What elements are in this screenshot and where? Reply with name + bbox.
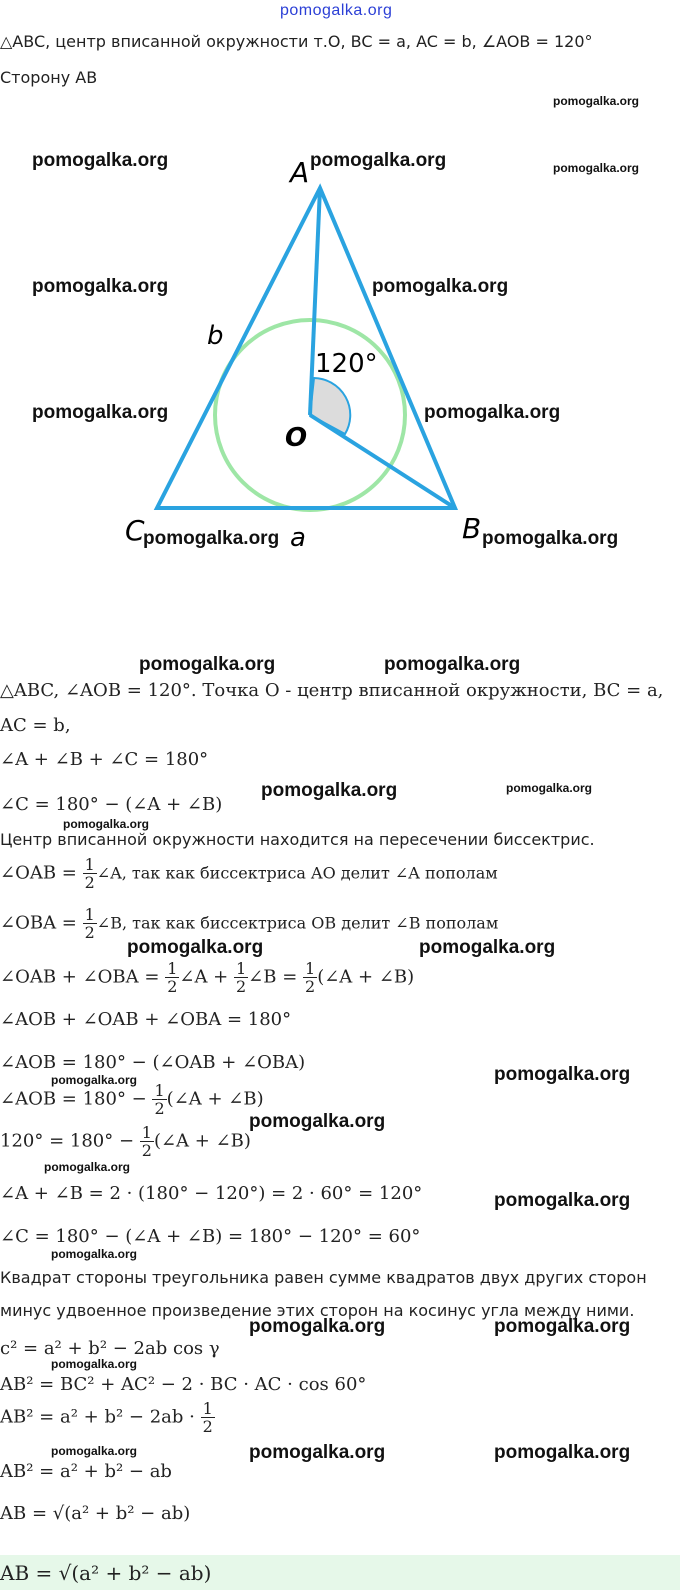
watermark: pomogalka.org: [32, 402, 169, 423]
side-label-b: b: [207, 321, 224, 351]
watermark-small: pomogalka.org: [44, 1160, 131, 1174]
watermark: pomogalka.org: [127, 937, 264, 958]
watermark: pomogalka.org: [32, 150, 169, 171]
solution-line-19: AB² = a² + b² − 2ab · $\frac{1}{2}$: [0, 1399, 213, 1436]
solution-line-7: ∠OBA = $\frac{1}{2}$ ∠B, так как биссектриса OB делит ∠B пополам: [0, 905, 499, 942]
solution-line-16: минус удвоенное произведение этих сторон на косинус угла между ними.: [0, 1301, 635, 1320]
triangle-abc: [157, 188, 455, 508]
watermark: pomogalka.org: [384, 654, 521, 675]
watermark-small: pomogalka.org: [506, 781, 593, 795]
solution-line-3: ∠A + ∠B + ∠C = 180°: [0, 749, 209, 770]
watermark: pomogalka.org: [419, 937, 556, 958]
watermark: pomogalka.org: [249, 1111, 386, 1132]
solution-line-18: AB² = BC² + AC² − 2 · BC · AC · cos 60°: [0, 1374, 367, 1395]
side-label-a: a: [290, 523, 306, 553]
watermark: pomogalka.org: [310, 150, 447, 171]
solution-line-5: Центр вписанной окружности находится на пересечении биссектрис.: [0, 830, 595, 849]
watermark: pomogalka.org: [139, 654, 276, 675]
solution-line-10: ∠AOB = 180° − (∠OAB + ∠OBA): [0, 1052, 306, 1073]
watermark: pomogalka.org: [424, 402, 561, 423]
watermark: pomogalka.org: [494, 1316, 631, 1337]
triangle-figure: [0, 0, 680, 600]
center-label-o: O: [285, 423, 308, 453]
watermark-small: pomogalka.org: [51, 1357, 138, 1371]
solution-line-4: ∠C = 180° − (∠A + ∠B): [0, 794, 223, 815]
problem-given: △ABC, центр вписанной окружности т.O, BC = a, AC = b, ∠AOB = 120°: [0, 32, 593, 51]
solution-line-1: △ABC, ∠AOB = 120°. Точка O - центр вписанной окружности, BC = a,: [0, 680, 664, 701]
watermark: pomogalka.org: [494, 1190, 631, 1211]
solution-line-15: Квадрат стороны треугольника равен сумме квадратов двух других сторон: [0, 1268, 647, 1287]
watermark: pomogalka.org: [494, 1442, 631, 1463]
watermark: pomogalka.org: [482, 528, 619, 549]
answer-text: AB = √(a² + b² − ab): [0, 1561, 212, 1585]
watermark: pomogalka.org: [143, 528, 280, 549]
angle-label: 120°: [315, 349, 378, 379]
watermark: pomogalka.org: [494, 1064, 631, 1085]
solution-line-6: ∠OAB = $\frac{1}{2}$ ∠A, так как биссектриса AO делит ∠A пополам: [0, 855, 498, 892]
vertex-label-c: C: [125, 514, 145, 547]
watermark-small: pomogalka.org: [51, 1247, 138, 1261]
solution-line-9: ∠AOB + ∠OAB + ∠OBA = 180°: [0, 1009, 292, 1030]
watermark: pomogalka.org: [32, 276, 169, 297]
site-brand-link[interactable]: pomogalka.org: [280, 2, 393, 19]
watermark: pomogalka.org: [249, 1442, 386, 1463]
solution-line-2: AC = b,: [0, 715, 71, 736]
solution-line-14: ∠C = 180° − (∠A + ∠B) = 180° − 120° = 60°: [0, 1226, 421, 1247]
watermark: pomogalka.org: [372, 276, 509, 297]
watermark: pomogalka.org: [249, 1316, 386, 1337]
watermark-small: pomogalka.org: [51, 1073, 138, 1087]
watermark-small: pomogalka.org: [51, 1444, 138, 1458]
problem-find: Сторону AB: [0, 68, 98, 87]
answer-box: [0, 1555, 680, 1590]
solution-line-11: ∠AOB = 180° − $\frac{1}{2}$ (∠A + ∠B): [0, 1081, 264, 1118]
vertex-label-b: B: [462, 512, 482, 545]
watermark-small: pomogalka.org: [63, 817, 150, 831]
solution-line-17: c² = a² + b² − 2ab cos γ: [0, 1338, 220, 1359]
solution-line-21: AB = √(a² + b² − ab): [0, 1503, 191, 1524]
solution-line-20: AB² = a² + b² − ab: [0, 1461, 172, 1482]
solution-line-8: ∠OAB + ∠OBA = $\frac{1}{2}$ ∠A + $\frac{1}{2}$ ∠B = $\frac{1}{2}$ (∠A + ∠B): [0, 959, 415, 996]
solution-line-12: 120° = 180° − $\frac{1}{2}$ (∠A + ∠B): [0, 1123, 251, 1160]
watermark: pomogalka.org: [261, 780, 398, 801]
solution-line-13: ∠A + ∠B = 2 · (180° − 120°) = 2 · 60° = 120°: [0, 1183, 423, 1204]
watermark-small: pomogalka.org: [553, 94, 640, 108]
vertex-label-a: A: [290, 156, 310, 189]
watermark-small: pomogalka.org: [553, 161, 640, 175]
